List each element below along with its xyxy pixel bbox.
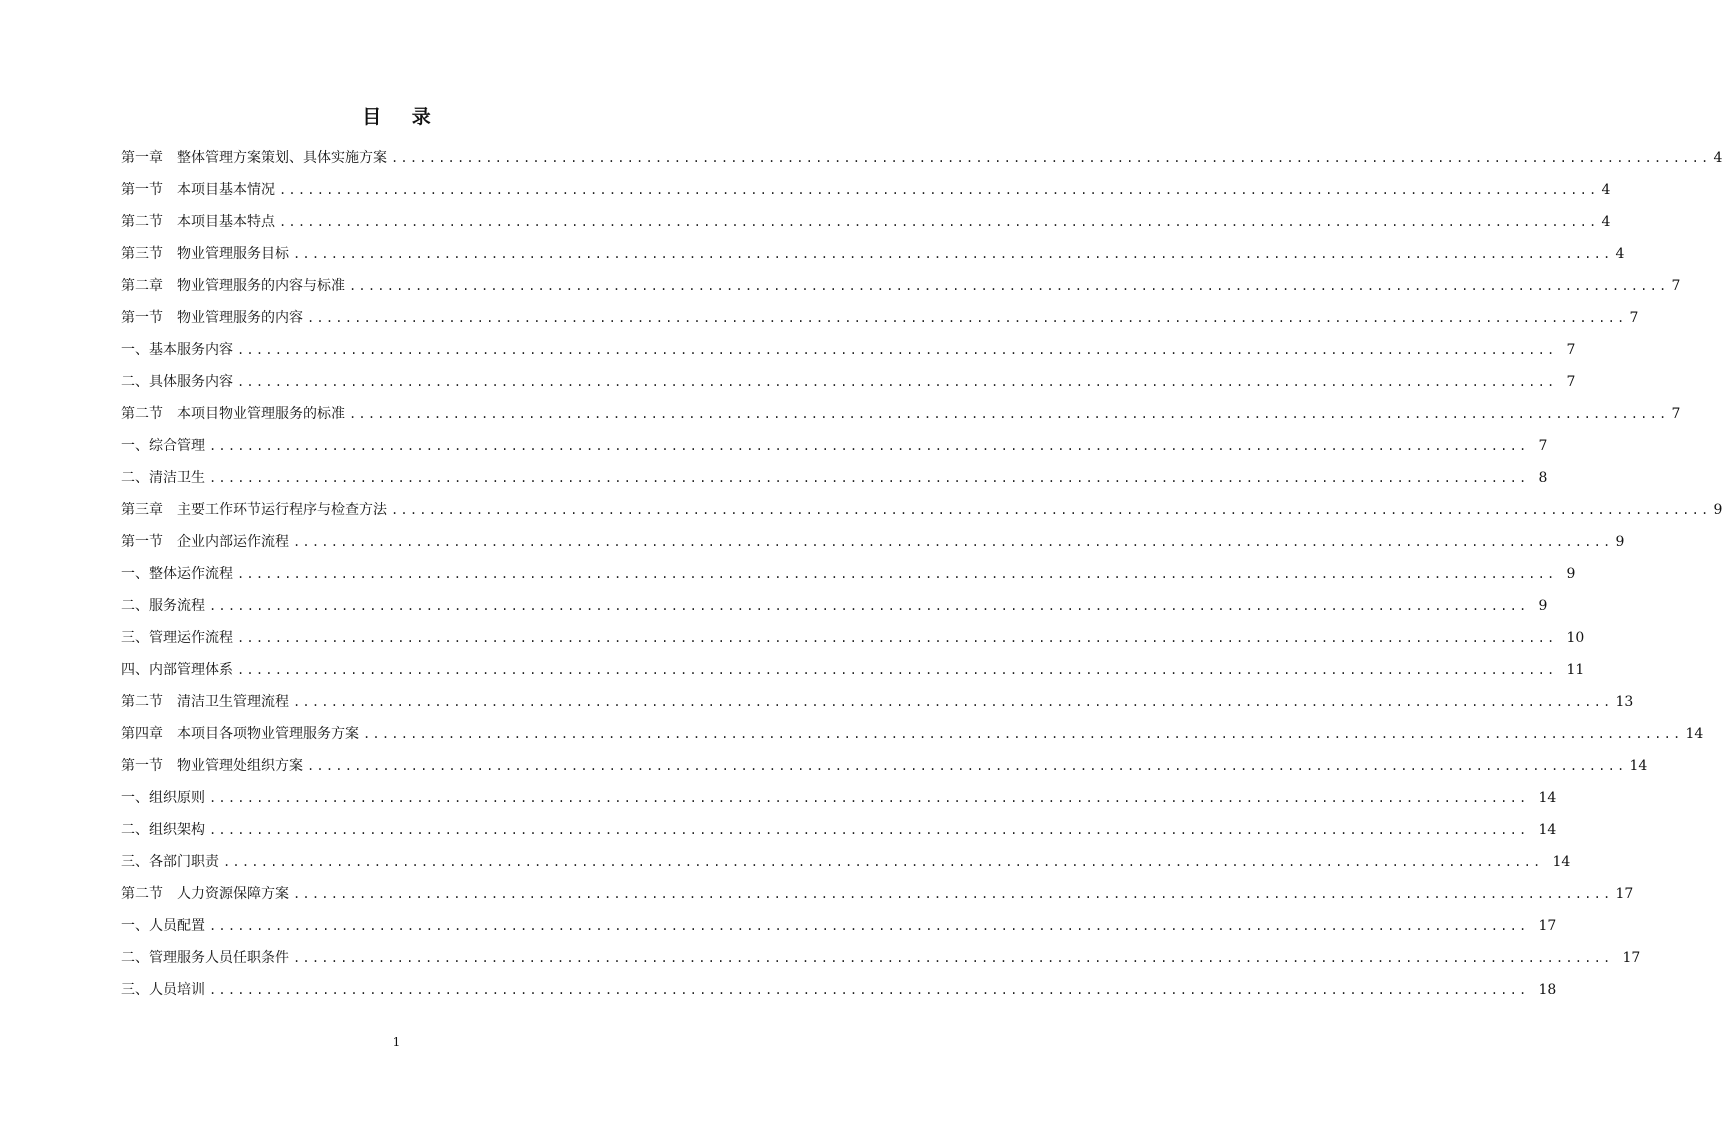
toc-leader-dots: ............................................................................................................................................ [293, 887, 1613, 901]
table-of-contents [121, 144, 1722, 1008]
toc-entry-label [121, 560, 233, 588]
toc-entry[interactable] [121, 752, 1648, 784]
toc-entry[interactable] [121, 272, 1681, 304]
toc-entry-label [121, 272, 345, 300]
toc-leader-dots: ............................................................................................................................................ [237, 663, 1557, 677]
toc-entry-prefix: 第四章 [121, 726, 163, 742]
toc-leader-dots: ............................................................................................................................................ [209, 919, 1529, 933]
toc-entry[interactable] [121, 592, 1548, 624]
toc-entry-page: 4 [1713, 150, 1722, 166]
toc-leader-dots: ............................................................................................................................................ [237, 343, 1557, 357]
toc-entry-prefix: 第一节 [121, 534, 163, 550]
toc-entry-text: 四、内部管理体系 [121, 662, 233, 678]
toc-entry-prefix: 第三章 [121, 502, 163, 518]
toc-entry-prefix: 第二节 [121, 886, 163, 902]
toc-entry-page: 8 [1538, 470, 1548, 486]
toc-entry-label [121, 464, 205, 492]
toc-entry-page: 10 [1566, 630, 1585, 646]
toc-leader-dots: ............................................................................................................................................ [391, 151, 1711, 165]
toc-entry-page: 11 [1566, 662, 1585, 678]
toc-leader-dots: ............................................................................................................................................ [293, 247, 1613, 261]
toc-entry-page: 4 [1601, 214, 1611, 230]
toc-entry-page: 18 [1538, 982, 1557, 998]
toc-leader-dots: ............................................................................................................................................ [279, 183, 1599, 197]
toc-entry[interactable] [121, 176, 1611, 208]
toc-entry[interactable] [121, 688, 1634, 720]
toc-entry-page: 7 [1671, 278, 1681, 294]
toc-entry-page: 14 [1538, 790, 1557, 806]
toc-entry[interactable] [121, 560, 1576, 592]
toc-entry-text: 一、人员配置 [121, 918, 205, 934]
toc-entry-page: 7 [1566, 342, 1576, 358]
toc-entry-text: 本项目基本特点 [177, 214, 275, 230]
toc-leader-dots: ............................................................................................................................................ [349, 407, 1669, 421]
toc-entry-label [121, 144, 387, 172]
toc-entry[interactable] [121, 624, 1585, 656]
toc-entry-text: 物业管理服务目标 [177, 246, 289, 262]
toc-entry-text: 一、综合管理 [121, 438, 205, 454]
toc-entry-label [121, 400, 345, 428]
toc-entry-text: 清洁卫生管理流程 [177, 694, 289, 710]
toc-entry-label [121, 720, 359, 748]
toc-entry-page: 14 [1629, 758, 1648, 774]
toc-leader-dots: ............................................................................................................................................ [293, 535, 1613, 549]
toc-entry[interactable] [121, 784, 1557, 816]
toc-entry-text: 本项目各项物业管理服务方案 [177, 726, 359, 742]
toc-entry-text: 二、清洁卫生 [121, 470, 205, 486]
toc-entry[interactable] [121, 240, 1625, 272]
toc-entry-text: 三、各部门职责 [121, 854, 219, 870]
toc-entry-text: 二、组织架构 [121, 822, 205, 838]
toc-entry-page: 14 [1685, 726, 1704, 742]
toc-entry-text: 一、整体运作流程 [121, 566, 233, 582]
toc-leader-dots: ............................................................................................................................................ [363, 727, 1683, 741]
toc-entry-page: 9 [1566, 566, 1576, 582]
toc-entry-text: 二、具体服务内容 [121, 374, 233, 390]
toc-entry-label [121, 976, 205, 1004]
toc-entry-label [121, 336, 233, 364]
toc-entry[interactable] [121, 528, 1625, 560]
toc-entry[interactable] [121, 976, 1557, 1008]
toc-leader-dots: ............................................................................................................................................ [209, 599, 1529, 613]
toc-entry[interactable] [121, 816, 1557, 848]
toc-entry[interactable] [121, 656, 1585, 688]
toc-entry[interactable] [121, 368, 1576, 400]
toc-title: 目 录 [362, 106, 443, 128]
toc-entry[interactable] [121, 720, 1704, 752]
toc-entry-label [121, 368, 233, 396]
toc-entry-page: 7 [1538, 438, 1548, 454]
toc-entry-prefix: 第二节 [121, 694, 163, 710]
toc-entry-page: 17 [1615, 886, 1634, 902]
toc-entry-text: 三、人员培训 [121, 982, 205, 998]
toc-entry-prefix: 第一章 [121, 150, 163, 166]
toc-entry[interactable] [121, 464, 1548, 496]
toc-entry-label [121, 688, 289, 716]
toc-leader-dots: ............................................................................................................................................ [209, 823, 1529, 837]
toc-entry-label [121, 624, 233, 652]
toc-leader-dots: ............................................................................................................................................ [237, 375, 1557, 389]
toc-entry-prefix: 第二节 [121, 406, 163, 422]
toc-entry-label [121, 944, 289, 972]
toc-leader-dots: ............................................................................................................................................ [349, 279, 1669, 293]
toc-entry-page: 9 [1615, 534, 1625, 550]
toc-entry-text: 人力资源保障方案 [177, 886, 289, 902]
toc-entry-page: 14 [1538, 822, 1557, 838]
toc-entry-page: 4 [1615, 246, 1625, 262]
toc-entry-label [121, 240, 289, 268]
toc-entry-prefix: 第一节 [121, 758, 163, 774]
toc-entry[interactable] [121, 912, 1557, 944]
toc-entry-label [121, 784, 205, 812]
toc-leader-dots: ............................................................................................................................................ [209, 983, 1529, 997]
toc-entry-text: 整体管理方案策划、具体实施方案 [177, 150, 387, 166]
toc-entry-text: 物业管理服务的内容 [177, 310, 303, 326]
toc-leader-dots: ............................................................................................................................................ [209, 471, 1529, 485]
toc-entry-page: 9 [1713, 502, 1722, 518]
toc-entry-text: 本项目基本情况 [177, 182, 275, 198]
toc-entry-text: 物业管理服务的内容与标准 [177, 278, 345, 294]
toc-entry-text: 本项目物业管理服务的标准 [177, 406, 345, 422]
toc-entry-label [121, 880, 289, 908]
toc-entry-label [121, 848, 219, 876]
toc-leader-dots: ............................................................................................................................................ [307, 759, 1627, 773]
toc-entry-label [121, 656, 233, 684]
toc-entry-page: 4 [1601, 182, 1611, 198]
toc-entry-label [121, 528, 289, 556]
toc-entry-label [121, 816, 205, 844]
toc-entry[interactable] [121, 880, 1634, 912]
toc-entry[interactable] [121, 208, 1611, 240]
toc-entry-text: 企业内部运作流程 [177, 534, 289, 550]
toc-entry[interactable] [121, 496, 1722, 528]
toc-leader-dots: ............................................................................................................................................ [293, 951, 1613, 965]
toc-entry[interactable] [121, 144, 1722, 176]
toc-entry-label [121, 304, 303, 332]
toc-entry-page: 13 [1615, 694, 1634, 710]
toc-entry-text: 二、服务流程 [121, 598, 205, 614]
page-number: 1 [392, 1035, 401, 1049]
toc-leader-dots: ............................................................................................................................................ [209, 439, 1529, 453]
toc-entry-text: 二、管理服务人员任职条件 [121, 950, 289, 966]
toc-entry-page: 7 [1566, 374, 1576, 390]
toc-entry[interactable] [121, 944, 1641, 976]
toc-entry-prefix: 第一节 [121, 182, 163, 198]
toc-entry-page: 7 [1629, 310, 1639, 326]
toc-entry[interactable] [121, 304, 1639, 336]
toc-leader-dots: ............................................................................................................................................ [307, 311, 1627, 325]
toc-entry-text: 物业管理处组织方案 [177, 758, 303, 774]
toc-entry-page: 7 [1671, 406, 1681, 422]
toc-entry-prefix: 第一节 [121, 310, 163, 326]
toc-entry-text: 三、管理运作流程 [121, 630, 233, 646]
toc-entry-page: 9 [1538, 598, 1548, 614]
toc-entry[interactable] [121, 848, 1571, 880]
toc-entry-text: 主要工作环节运行程序与检查方法 [177, 502, 387, 518]
toc-entry-prefix: 第三节 [121, 246, 163, 262]
toc-leader-dots: ............................................................................................................................................ [391, 503, 1711, 517]
toc-entry-label [121, 752, 303, 780]
toc-entry-page: 14 [1552, 854, 1571, 870]
toc-leader-dots: ............................................................................................................................................ [293, 695, 1613, 709]
toc-entry-label [121, 208, 275, 236]
toc-entry-prefix: 第二节 [121, 214, 163, 230]
toc-entry-label [121, 176, 275, 204]
toc-entry-label [121, 592, 205, 620]
toc-leader-dots: ............................................................................................................................................ [209, 791, 1529, 805]
toc-leader-dots: ............................................................................................................................................ [279, 215, 1599, 229]
toc-leader-dots: ............................................................................................................................................ [223, 855, 1543, 869]
toc-entry-label [121, 432, 205, 460]
toc-leader-dots: ............................................................................................................................................ [237, 567, 1557, 581]
toc-entry-text: 一、基本服务内容 [121, 342, 233, 358]
toc-entry-text: 一、组织原则 [121, 790, 205, 806]
toc-leader-dots: ............................................................................................................................................ [237, 631, 1557, 645]
toc-entry[interactable] [121, 336, 1576, 368]
toc-entry-prefix: 第二章 [121, 278, 163, 294]
toc-entry[interactable] [121, 400, 1681, 432]
toc-entry-page: 17 [1538, 918, 1557, 934]
toc-entry-label [121, 496, 387, 524]
toc-entry[interactable] [121, 432, 1548, 464]
toc-entry-page: 17 [1622, 950, 1641, 966]
toc-entry-label [121, 912, 205, 940]
